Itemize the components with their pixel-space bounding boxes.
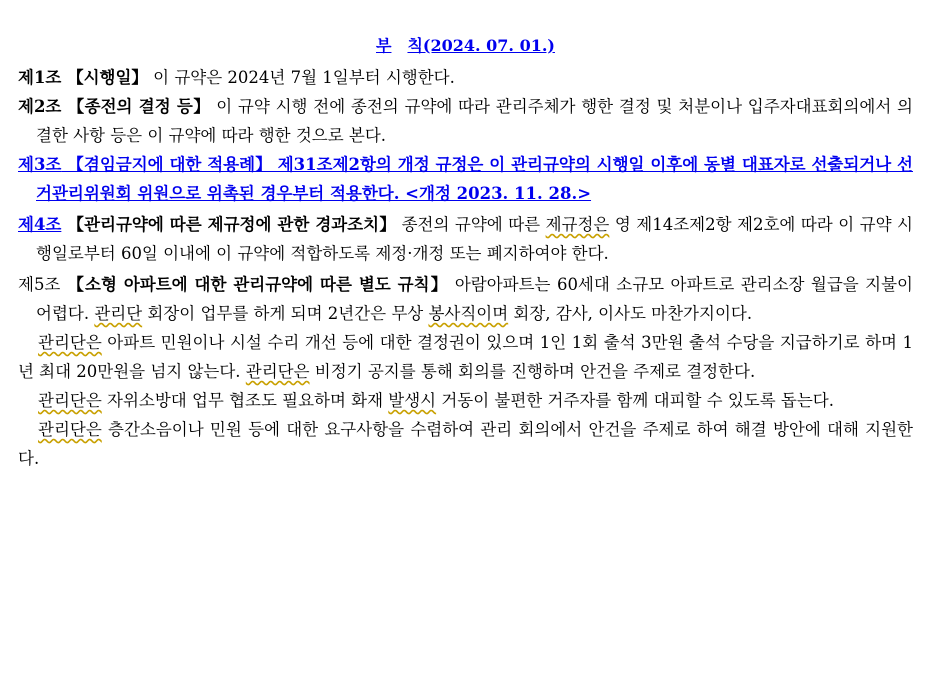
- paragraph-2-text-1: 자위소방대 업무 협조도 필요하며 화재: [101, 391, 389, 410]
- article-3: [18, 150, 913, 208]
- article-1-text: 이 규약은 2024년 7월 1일부터 시행한다.: [147, 68, 455, 87]
- article-2-text: 이 규약 시행 전에 종전의 규약에 따라 관리주체가 행한 결정 및 처분이나 입주자대표회의에서 의결한 사항 등은 이 규약에 따라 행한 것으로 본다.: [36, 97, 913, 145]
- article-4-heading: 【관리규약에 따른 제규정에 관한 경과조치】: [61, 215, 397, 234]
- article-4: [18, 210, 913, 268]
- paragraph-1-text-2: 비정기 공지를 통해 회의를 진행하며 안건을 주제로 결정한다.: [309, 362, 756, 381]
- paragraph-2-text-2: 거동이 불편한 거주자를 함께 대피할 수 있도록 돕는다.: [436, 391, 834, 410]
- paragraph-2-marked-word-1: 관리단은: [38, 391, 102, 410]
- article-5-text-3: 회장, 감사, 이사도 마찬가지이다.: [508, 304, 753, 323]
- article-5-heading: 【소형 아파트에 대한 관리규약에 따른 별도 규칙】: [60, 275, 449, 294]
- article-3-number: 제3조: [18, 155, 62, 174]
- addenda-title: [18, 33, 913, 55]
- paragraph-1-marked-word-1: 관리단은: [38, 333, 102, 352]
- paragraph-3-marked-word: 관리단은: [38, 420, 102, 439]
- article-1-heading: 제1조 【시행일】: [18, 68, 148, 87]
- article-5-paragraph-2: [18, 386, 913, 415]
- article-4-number: 제4조: [18, 215, 62, 234]
- document-page: [0, 33, 941, 692]
- paragraph-1-marked-word-2: 관리단은: [245, 362, 310, 381]
- paragraph-3-text: 층간소음이나 민원 등에 대한 요구사항을 수렴하여 관리 회의에서 안건을 주제로 하여 해결 방안에 대해 지원한다.: [18, 420, 913, 468]
- article-5-text-1: 아람아파트는 60세대 소규모 아파트로 관리소장 월급을 지불이 어렵다.: [36, 275, 913, 323]
- article-5-marked-word-2: 봉사직이며: [428, 304, 509, 323]
- paragraph-1-text-1: 아파트 민원이나 시설 수리 개선 등에 대한 결정권이 있으며 1인 1회 출석 3만원 출석 수당을 지급하기로 하며 1년 최대 20만원을 넘지 않는다.: [18, 333, 913, 381]
- title-part-b: 칙(2024. 07. 01.): [407, 36, 555, 55]
- article-4-text-1: 종전의 규약에 따른: [396, 215, 546, 234]
- article-2: [18, 92, 913, 150]
- article-4-text-2: 영 제14조제2항 제2호에 따라 이 규약 시행일로부터 60일 이내에 이 규약에 적합하도록 제정·개정 또는 폐지하여야 한다.: [36, 215, 913, 263]
- article-2-heading: 제2조 【종전의 결정 등】: [18, 97, 211, 116]
- article-5-number: 제5조: [18, 275, 61, 294]
- article-3-text: 【겸임금지에 대한 적용례】 제31조제2항의 개정 규정은 이 관리규약의 시행일 이후에 동별 대표자로 선출되거나 선거관리위원회 위원으로 위촉된 경우부터 적용한다. <개정 2023. 11. 28.>: [36, 155, 913, 203]
- title-part-a: 부: [376, 36, 392, 55]
- article-5-paragraph-3: [18, 415, 913, 473]
- article-5-paragraph-1: [18, 328, 913, 386]
- article-5-text-2: 회장이 업무를 하게 되며 2년간은 무상: [142, 304, 429, 323]
- article-1: [18, 63, 913, 92]
- article-5-marked-word-1: 관리단: [94, 304, 143, 323]
- article-4-marked-word: 제규정은: [545, 215, 610, 234]
- article-5: [18, 270, 913, 328]
- paragraph-2-marked-word-2: 발생시: [388, 391, 437, 410]
